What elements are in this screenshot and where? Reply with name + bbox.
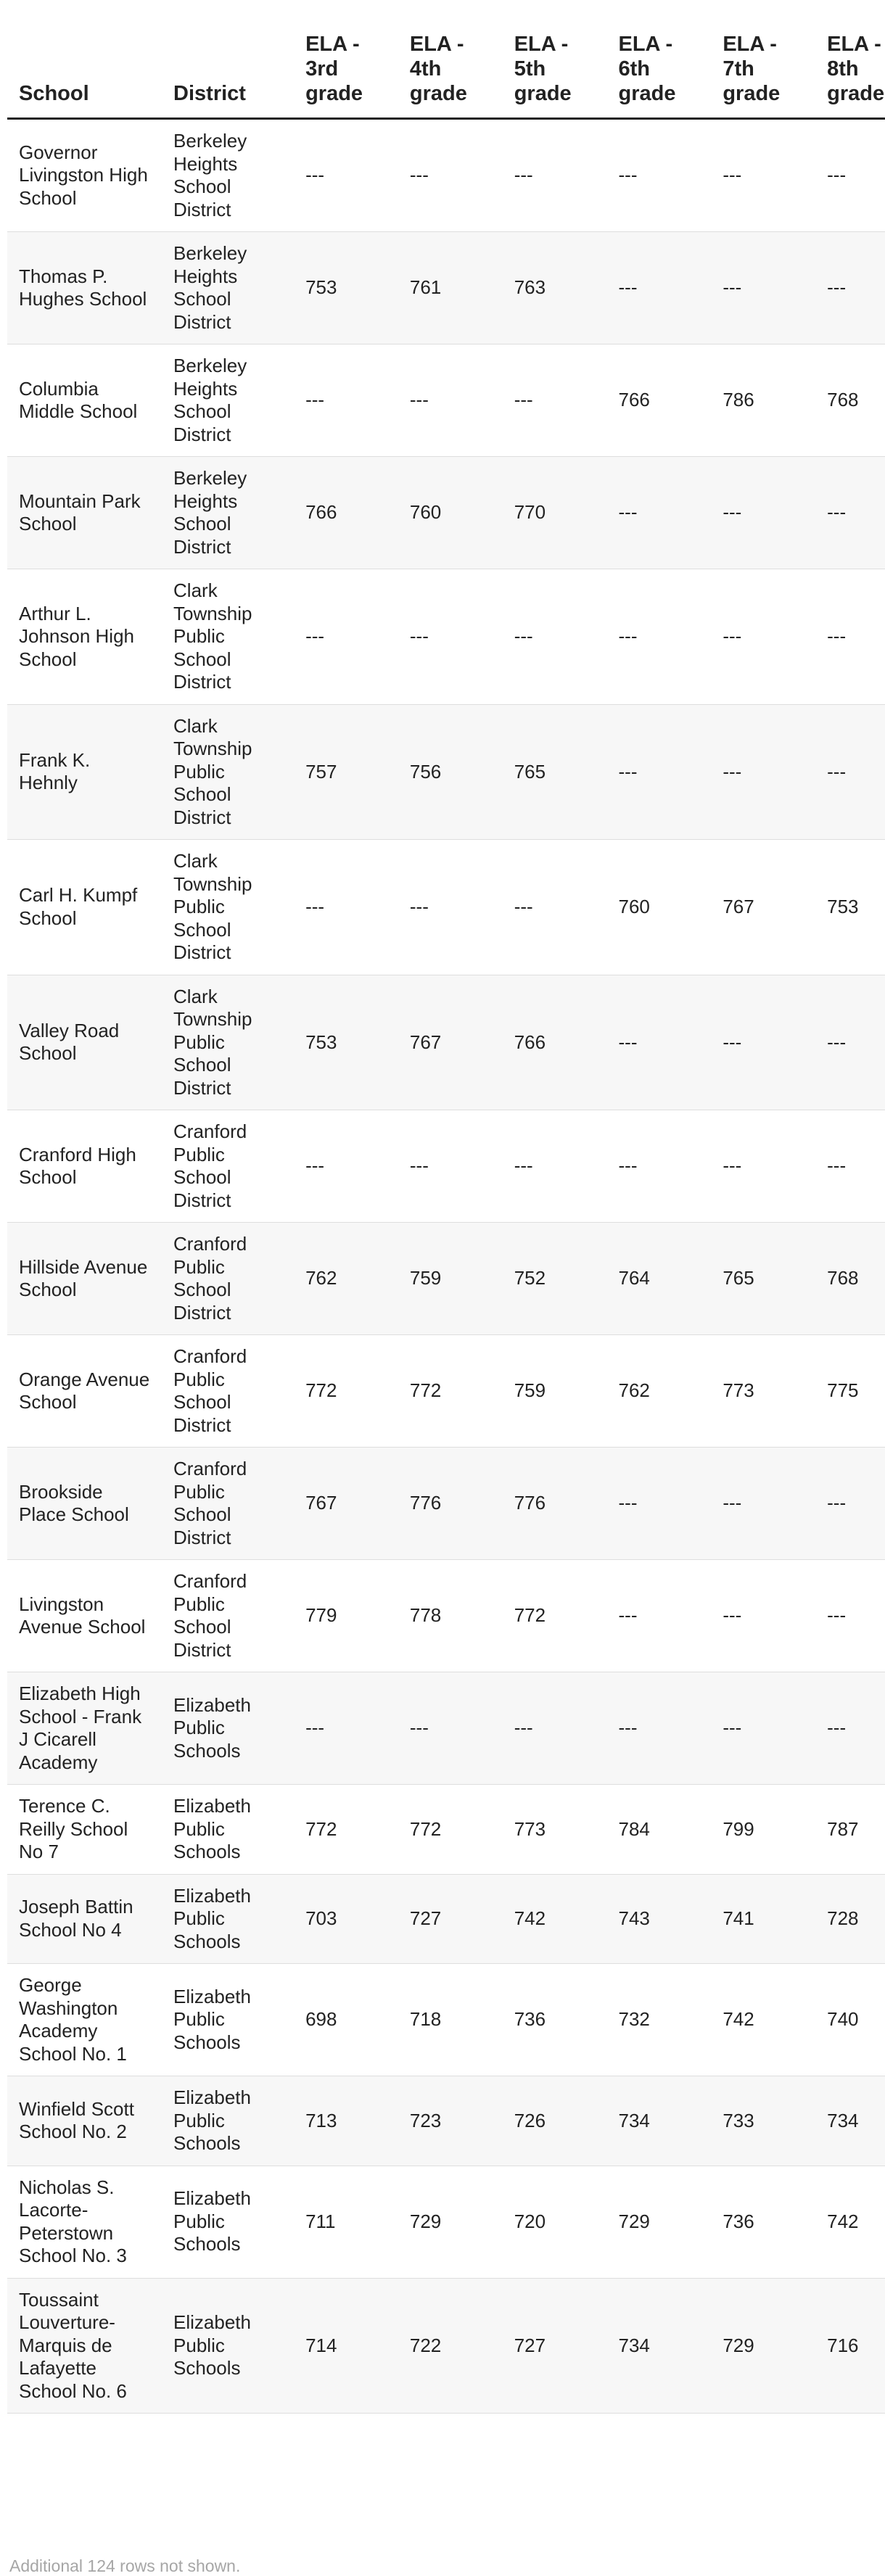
cell-ela-8th-grade: 768 xyxy=(817,1223,885,1335)
cell-ela-6th-grade: 764 xyxy=(609,1223,713,1335)
cell-ela-6th-grade: --- xyxy=(609,457,713,569)
cell-ela-8th-grade: --- xyxy=(817,1560,885,1672)
additional-rows-note: Additional 124 rows not shown. xyxy=(9,2556,241,2575)
cell-ela-3rd-grade: 703 xyxy=(295,1874,400,1964)
cell-ela-8th-grade: 768 xyxy=(817,344,885,457)
cell-ela-6th-grade: --- xyxy=(609,569,713,705)
table-row xyxy=(7,1110,885,1223)
header-ela-7th-grade[interactable]: ELA - 7th grade xyxy=(712,0,817,119)
cell-ela-7th-grade: --- xyxy=(712,569,817,705)
cell-ela-3rd-grade: 779 xyxy=(295,1560,400,1672)
cell-ela-7th-grade: 767 xyxy=(712,840,817,975)
cell-ela-4th-grade: 722 xyxy=(400,2278,504,2414)
cell-district: Cranford Public School District xyxy=(162,1335,295,1448)
cell-ela-8th-grade: 740 xyxy=(817,1964,885,2076)
table-row xyxy=(7,1223,885,1335)
cell-district: Elizabeth Public Schools xyxy=(162,1964,295,2076)
cell-ela-3rd-grade: 714 xyxy=(295,2278,400,2414)
cell-ela-4th-grade: --- xyxy=(400,344,504,457)
cell-ela-4th-grade: 772 xyxy=(400,1785,504,1875)
cell-ela-6th-grade: --- xyxy=(609,975,713,1110)
cell-school: Livingston Avenue School xyxy=(7,1560,162,1672)
cell-ela-6th-grade: 743 xyxy=(609,1874,713,1964)
header-ela-6th-grade[interactable]: ELA - 6th grade xyxy=(609,0,713,119)
cell-ela-4th-grade: 756 xyxy=(400,704,504,840)
cell-district: Cranford Public School District xyxy=(162,1223,295,1335)
cell-ela-5th-grade: 742 xyxy=(504,1874,609,1964)
cell-ela-7th-grade: --- xyxy=(712,1110,817,1223)
cell-ela-5th-grade: --- xyxy=(504,344,609,457)
cell-ela-3rd-grade: 753 xyxy=(295,232,400,344)
cell-ela-6th-grade: --- xyxy=(609,232,713,344)
cell-ela-8th-grade: --- xyxy=(817,1110,885,1223)
header-ela-5th-grade[interactable]: ELA - 5th grade xyxy=(504,0,609,119)
table-row xyxy=(7,569,885,705)
cell-district: Cranford Public School District xyxy=(162,1448,295,1560)
cell-school: George Washington Academy School No. 1 xyxy=(7,1964,162,2076)
cell-ela-7th-grade: --- xyxy=(712,1672,817,1785)
cell-ela-8th-grade: --- xyxy=(817,1672,885,1785)
table-row xyxy=(7,840,885,975)
cell-ela-8th-grade: 753 xyxy=(817,840,885,975)
header-ela-8th-grade[interactable]: ELA - 8th grade xyxy=(817,0,885,119)
table-row xyxy=(7,119,885,232)
cell-ela-6th-grade: 784 xyxy=(609,1785,713,1875)
cell-district: Elizabeth Public Schools xyxy=(162,1874,295,1964)
cell-ela-3rd-grade: 757 xyxy=(295,704,400,840)
cell-ela-5th-grade: 720 xyxy=(504,2166,609,2278)
cell-ela-8th-grade: --- xyxy=(817,232,885,344)
cell-ela-7th-grade: --- xyxy=(712,232,817,344)
cell-school: Winfield Scott School No. 2 xyxy=(7,2076,162,2166)
cell-ela-5th-grade: 776 xyxy=(504,1448,609,1560)
cell-ela-3rd-grade: --- xyxy=(295,344,400,457)
table-header xyxy=(7,0,885,119)
cell-school: Columbia Middle School xyxy=(7,344,162,457)
cell-district: Elizabeth Public Schools xyxy=(162,2166,295,2278)
table-row xyxy=(7,1560,885,1672)
cell-ela-4th-grade: 760 xyxy=(400,457,504,569)
cell-ela-7th-grade: --- xyxy=(712,975,817,1110)
cell-ela-7th-grade: 742 xyxy=(712,1964,817,2076)
table-row xyxy=(7,1785,885,1875)
cell-ela-4th-grade: 718 xyxy=(400,1964,504,2076)
cell-school: Governor Livingston High School xyxy=(7,119,162,232)
cell-ela-5th-grade: 736 xyxy=(504,1964,609,2076)
cell-ela-4th-grade: 761 xyxy=(400,232,504,344)
cell-ela-6th-grade: 762 xyxy=(609,1335,713,1448)
cell-ela-3rd-grade: 762 xyxy=(295,1223,400,1335)
cell-ela-8th-grade: --- xyxy=(817,975,885,1110)
cell-ela-8th-grade: --- xyxy=(817,1448,885,1560)
cell-ela-5th-grade: 763 xyxy=(504,232,609,344)
cell-ela-3rd-grade: 767 xyxy=(295,1448,400,1560)
table-row xyxy=(7,975,885,1110)
table-body xyxy=(7,119,885,2414)
cell-ela-5th-grade: 759 xyxy=(504,1335,609,1448)
cell-ela-4th-grade: --- xyxy=(400,840,504,975)
header-ela-3rd-grade[interactable]: ELA - 3rd grade xyxy=(295,0,400,119)
cell-ela-5th-grade: 773 xyxy=(504,1785,609,1875)
cell-ela-4th-grade: 767 xyxy=(400,975,504,1110)
cell-district: Elizabeth Public Schools xyxy=(162,1785,295,1875)
cell-district: Berkeley Heights School District xyxy=(162,232,295,344)
cell-ela-8th-grade: --- xyxy=(817,569,885,705)
cell-ela-3rd-grade: --- xyxy=(295,1110,400,1223)
cell-district: Berkeley Heights School District xyxy=(162,344,295,457)
cell-ela-5th-grade: 765 xyxy=(504,704,609,840)
cell-ela-3rd-grade: 753 xyxy=(295,975,400,1110)
cell-ela-7th-grade: 736 xyxy=(712,2166,817,2278)
cell-school: Joseph Battin School No 4 xyxy=(7,1874,162,1964)
cell-district: Berkeley Heights School District xyxy=(162,119,295,232)
cell-ela-4th-grade: 759 xyxy=(400,1223,504,1335)
cell-ela-5th-grade: 766 xyxy=(504,975,609,1110)
cell-district: Berkeley Heights School District xyxy=(162,457,295,569)
cell-school: Mountain Park School xyxy=(7,457,162,569)
cell-district: Clark Township Public School District xyxy=(162,704,295,840)
cell-ela-5th-grade: --- xyxy=(504,119,609,232)
table-row xyxy=(7,2278,885,2414)
cell-ela-5th-grade: --- xyxy=(504,1672,609,1785)
cell-ela-3rd-grade: --- xyxy=(295,1672,400,1785)
cell-school: Cranford High School xyxy=(7,1110,162,1223)
cell-ela-6th-grade: 734 xyxy=(609,2076,713,2166)
cell-ela-6th-grade: 729 xyxy=(609,2166,713,2278)
cell-ela-6th-grade: --- xyxy=(609,1110,713,1223)
cell-ela-8th-grade: 716 xyxy=(817,2278,885,2414)
cell-ela-7th-grade: 786 xyxy=(712,344,817,457)
cell-ela-4th-grade: 772 xyxy=(400,1335,504,1448)
cell-district: Clark Township Public School District xyxy=(162,840,295,975)
cell-school: Thomas P. Hughes School xyxy=(7,232,162,344)
cell-ela-6th-grade: 760 xyxy=(609,840,713,975)
cell-ela-7th-grade: --- xyxy=(712,704,817,840)
cell-ela-5th-grade: 752 xyxy=(504,1223,609,1335)
cell-ela-7th-grade: 741 xyxy=(712,1874,817,1964)
cell-ela-6th-grade: 732 xyxy=(609,1964,713,2076)
header-school[interactable]: School xyxy=(7,0,162,119)
cell-ela-7th-grade: --- xyxy=(712,457,817,569)
cell-ela-5th-grade: --- xyxy=(504,1110,609,1223)
cell-ela-4th-grade: 776 xyxy=(400,1448,504,1560)
header-row xyxy=(7,0,885,119)
cell-ela-6th-grade: --- xyxy=(609,1560,713,1672)
cell-ela-4th-grade: 729 xyxy=(400,2166,504,2278)
cell-ela-3rd-grade: 698 xyxy=(295,1964,400,2076)
table-row xyxy=(7,457,885,569)
cell-school: Carl H. Kumpf School xyxy=(7,840,162,975)
cell-ela-4th-grade: --- xyxy=(400,119,504,232)
cell-ela-3rd-grade: 713 xyxy=(295,2076,400,2166)
cell-ela-8th-grade: --- xyxy=(817,704,885,840)
table-row xyxy=(7,1335,885,1448)
cell-ela-8th-grade: 775 xyxy=(817,1335,885,1448)
cell-ela-7th-grade: 765 xyxy=(712,1223,817,1335)
cell-ela-3rd-grade: --- xyxy=(295,569,400,705)
cell-school: Elizabeth High School - Frank J Cicarell Academy xyxy=(7,1672,162,1785)
cell-school: Arthur L. Johnson High School xyxy=(7,569,162,705)
cell-ela-4th-grade: --- xyxy=(400,1672,504,1785)
cell-school: Orange Avenue School xyxy=(7,1335,162,1448)
cell-ela-4th-grade: 723 xyxy=(400,2076,504,2166)
cell-ela-6th-grade: 734 xyxy=(609,2278,713,2414)
cell-ela-3rd-grade: 711 xyxy=(295,2166,400,2278)
cell-school: Terence C. Reilly School No 7 xyxy=(7,1785,162,1875)
cell-ela-3rd-grade: 766 xyxy=(295,457,400,569)
cell-district: Elizabeth Public Schools xyxy=(162,2076,295,2166)
cell-district: Cranford Public School District xyxy=(162,1110,295,1223)
cell-ela-6th-grade: 766 xyxy=(609,344,713,457)
cell-district: Cranford Public School District xyxy=(162,1560,295,1672)
cell-ela-3rd-grade: 772 xyxy=(295,1335,400,1448)
table-row xyxy=(7,1874,885,1964)
cell-ela-5th-grade: 727 xyxy=(504,2278,609,2414)
cell-ela-8th-grade: --- xyxy=(817,119,885,232)
cell-ela-8th-grade: 787 xyxy=(817,1785,885,1875)
cell-school: Valley Road School xyxy=(7,975,162,1110)
cell-ela-7th-grade: 799 xyxy=(712,1785,817,1875)
cell-ela-6th-grade: --- xyxy=(609,704,713,840)
cell-ela-7th-grade: --- xyxy=(712,1448,817,1560)
table-row xyxy=(7,2076,885,2166)
cell-ela-8th-grade: 742 xyxy=(817,2166,885,2278)
cell-ela-7th-grade: --- xyxy=(712,1560,817,1672)
cell-district: Elizabeth Public Schools xyxy=(162,2278,295,2414)
cell-ela-3rd-grade: --- xyxy=(295,119,400,232)
cell-ela-5th-grade: --- xyxy=(504,840,609,975)
cell-ela-6th-grade: --- xyxy=(609,1448,713,1560)
cell-ela-7th-grade: 733 xyxy=(712,2076,817,2166)
cell-ela-4th-grade: 778 xyxy=(400,1560,504,1672)
cell-ela-5th-grade: 770 xyxy=(504,457,609,569)
table-row xyxy=(7,704,885,840)
cell-ela-6th-grade: --- xyxy=(609,1672,713,1785)
table-row xyxy=(7,344,885,457)
cell-ela-7th-grade: --- xyxy=(712,119,817,232)
cell-ela-8th-grade: 728 xyxy=(817,1874,885,1964)
table-row xyxy=(7,1672,885,1785)
cell-ela-3rd-grade: --- xyxy=(295,840,400,975)
cell-district: Clark Township Public School District xyxy=(162,975,295,1110)
cell-ela-8th-grade: --- xyxy=(817,457,885,569)
cell-ela-5th-grade: 772 xyxy=(504,1560,609,1672)
header-district[interactable]: District xyxy=(162,0,295,119)
table-row xyxy=(7,1448,885,1560)
cell-school: Frank K. Hehnly xyxy=(7,704,162,840)
cell-ela-6th-grade: --- xyxy=(609,119,713,232)
header-ela-4th-grade[interactable]: ELA - 4th grade xyxy=(400,0,504,119)
cell-ela-3rd-grade: 772 xyxy=(295,1785,400,1875)
cell-district: Elizabeth Public Schools xyxy=(162,1672,295,1785)
cell-school: Toussaint Louverture-Marquis de Lafayette School No. 6 xyxy=(7,2278,162,2414)
cell-ela-7th-grade: 773 xyxy=(712,1335,817,1448)
data-table-container xyxy=(7,0,885,2414)
cell-school: Hillside Avenue School xyxy=(7,1223,162,1335)
cell-district: Clark Township Public School District xyxy=(162,569,295,705)
table-row xyxy=(7,232,885,344)
cell-ela-4th-grade: 727 xyxy=(400,1874,504,1964)
cell-ela-5th-grade: 726 xyxy=(504,2076,609,2166)
cell-ela-8th-grade: 734 xyxy=(817,2076,885,2166)
table-row xyxy=(7,2166,885,2278)
cell-ela-7th-grade: 729 xyxy=(712,2278,817,2414)
table-row xyxy=(7,1964,885,2076)
cell-school: Brookside Place School xyxy=(7,1448,162,1560)
cell-school: Nicholas S. Lacorte-Peterstown School No. 3 xyxy=(7,2166,162,2278)
cell-ela-4th-grade: --- xyxy=(400,569,504,705)
cell-ela-4th-grade: --- xyxy=(400,1110,504,1223)
cell-ela-5th-grade: --- xyxy=(504,569,609,705)
schools-ela-table xyxy=(7,0,885,2414)
